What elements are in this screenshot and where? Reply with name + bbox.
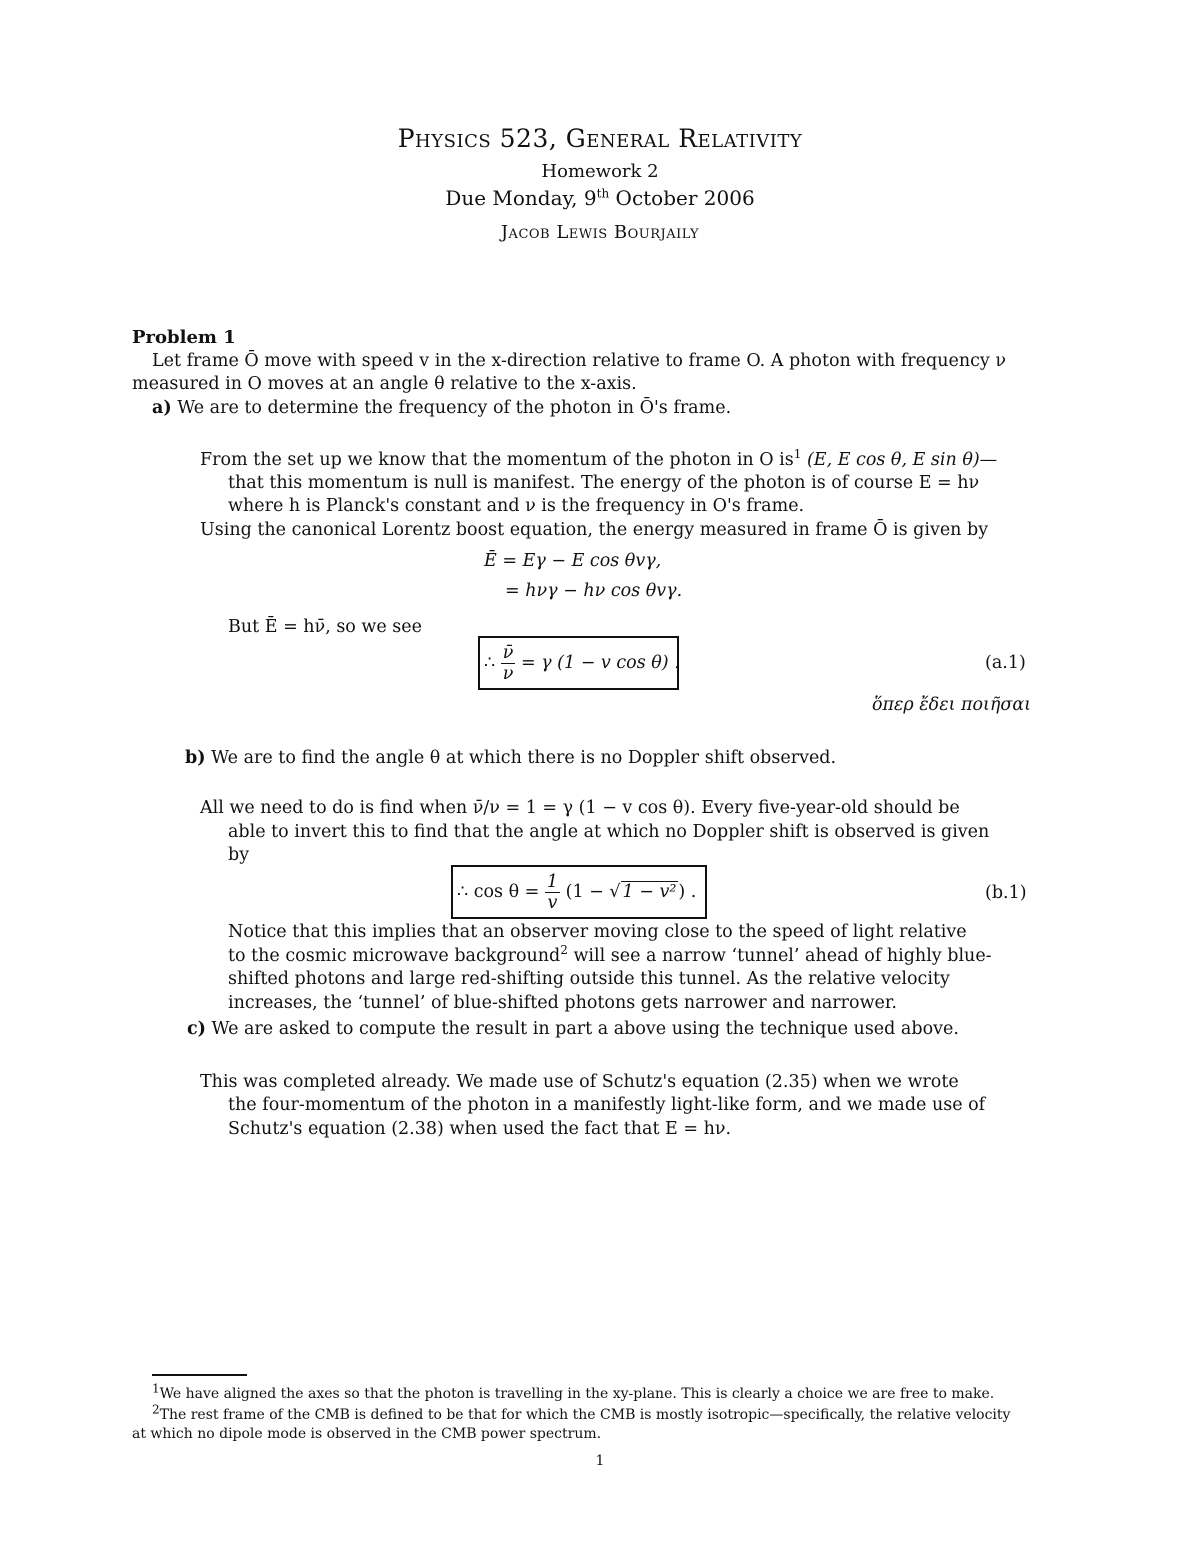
a-line-2: that this momentum is null is manifest. The energy of the photon is of course E = hν	[228, 473, 980, 493]
eq-a1-fraction	[501, 643, 516, 684]
but-text: But Ē = hν̄, so we see	[228, 617, 422, 637]
b-note-1: Notice that this implies that an observer moving close to the speed of light relative	[228, 922, 967, 942]
eq-b1-lhs: ∴ cos θ =	[457, 882, 540, 902]
part-a-label: a)	[152, 398, 172, 418]
due-suffix: October 2006	[609, 186, 755, 210]
page-title: Physics 523, General Relativity	[397, 124, 803, 153]
page-number: 1	[595, 1453, 605, 1469]
b-note-3: shifted photons and large red-shifting outside this tunnel. As the relative velocity	[228, 969, 950, 989]
eq-b1-sqrt-inner: 1 − v²	[622, 882, 677, 902]
footnote-rule	[152, 1374, 247, 1376]
footnote-ref-1: 1	[793, 447, 802, 462]
equation-b1-number: (b.1)	[985, 883, 1027, 903]
b-line-2: able to invert this to find that the angle at which no Doppler shift is observed is given	[228, 822, 990, 842]
part-a	[152, 397, 731, 420]
due-date	[0, 186, 1200, 210]
eq-b1-open: (1 −	[565, 882, 610, 902]
a-line-1	[200, 449, 997, 472]
equation-energy-2: = hνγ − hν cos θvγ.	[505, 581, 683, 601]
eq-b1-fraction	[545, 872, 560, 913]
footnote-1	[152, 1381, 995, 1404]
footnote-2-mark: 2	[152, 1402, 160, 1417]
a-line-3: where h is Planck's constant and ν is the frequency in O's frame.	[228, 496, 805, 516]
b-line-3: by	[228, 845, 250, 865]
b-note-2-tail: will see a narrow ‘tunnel’ ahead of highly blue-	[567, 946, 992, 966]
equation-a1	[484, 643, 680, 684]
footnote-1-text: We have aligned the axes so that the photon is travelling in the xy-plane. This is clearly a choice we are free to make.	[159, 1386, 995, 1402]
a-line-1-tail: (E, E cos θ, E sin θ)—	[806, 450, 998, 470]
b-note-2-text: to the cosmic microwave background	[228, 946, 561, 966]
part-b	[185, 747, 836, 770]
problem-heading: Problem 1	[132, 327, 236, 348]
part-c-text: We are asked to compute the result in part a above using the technique used above.	[211, 1019, 959, 1039]
a-line-4: Using the canonical Lorentz boost equation, the energy measured in frame Ō is given by	[200, 520, 989, 540]
b-line-1: All we need to do is find when ν̄/ν = 1 = γ (1 − v cos θ). Every five-year-old should be	[200, 798, 960, 818]
part-b-text: We are to find the angle θ at which there is no Doppler shift observed.	[211, 748, 837, 768]
c-line-1: This was completed already. We made use of Schutz's equation (2.35) when we wrote	[200, 1072, 959, 1092]
homework-subtitle: Homework 2	[541, 161, 659, 182]
eq-a1-therefore: ∴	[484, 653, 496, 673]
eq-b1-num: 1	[546, 872, 559, 892]
footnote-ref-2: 2	[560, 943, 568, 958]
c-line-2: the four-momentum of the photon in a manifestly light-like form, and we made use of	[228, 1095, 986, 1115]
b-note-2	[228, 945, 992, 968]
footnote-1-mark: 1	[152, 1381, 160, 1396]
c-line-3: Schutz's equation (2.38) when used the fact that E = hν.	[228, 1119, 732, 1139]
due-sup: th	[596, 186, 610, 201]
part-b-label: b)	[185, 748, 206, 768]
eq-b1-sqrt-sign: √	[609, 882, 621, 902]
b-note-4: increases, the ‘tunnel’ of blue-shifted photons gets narrower and narrower.	[228, 993, 897, 1013]
eq-b1-close: ) .	[678, 882, 697, 902]
footnote-2-line-2: at which no dipole mode is observed in the CMB power spectrum.	[132, 1426, 602, 1442]
eq-a1-den: ν	[502, 664, 514, 684]
eq-b1-den: v	[547, 893, 558, 913]
part-c	[187, 1018, 959, 1041]
footnote-2	[152, 1402, 1011, 1425]
author-name: Jacob Lewis Bourjaily	[500, 222, 700, 243]
due-prefix: Due Monday, 9	[445, 186, 597, 210]
equation-b1	[457, 872, 696, 913]
part-a-text: We are to determine the frequency of the photon in Ō's frame.	[177, 398, 732, 418]
equation-a1-number: (a.1)	[985, 653, 1026, 673]
a-line-1-text: From the set up we know that the momentum of the photon in O is	[200, 450, 794, 470]
equation-energy-1: Ē = Eγ − E cos θvγ,	[484, 551, 662, 571]
eq-a1-rhs: = γ (1 − v cos θ) .	[520, 653, 680, 673]
part-c-label: c)	[187, 1019, 206, 1039]
footnote-2-text-1: The rest frame of the CMB is defined to be that for which the CMB is mostly isotropic—specifically, the relative velocity	[159, 1407, 1011, 1423]
eq-a1-num: ν̄	[502, 643, 514, 663]
qed-greek: ὅπερ ἔδει ποιῆσαι	[872, 695, 1032, 715]
intro-line-2: measured in O moves at an angle θ relative to the x-axis.	[132, 374, 637, 394]
intro-line-1: Let frame Ō move with speed v in the x-direction relative to frame O. A photon with frequency ν	[152, 351, 1007, 371]
